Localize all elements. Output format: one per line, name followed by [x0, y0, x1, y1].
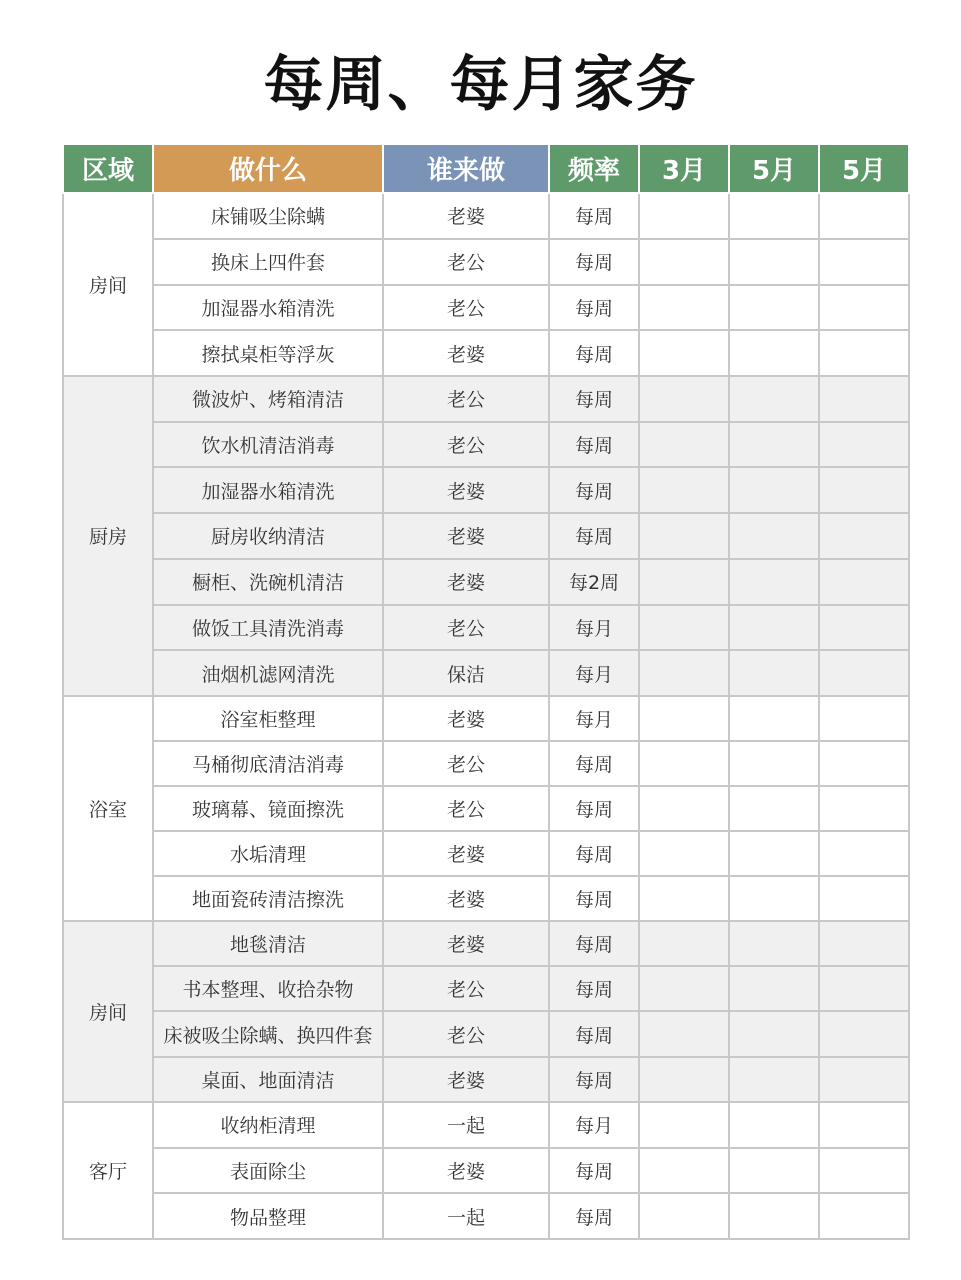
who-cell: 老婆: [383, 467, 549, 513]
table-row: [63, 285, 909, 331]
header-month-2: 5月: [729, 144, 819, 193]
check-cell-month-2[interactable]: [729, 1148, 819, 1194]
task-cell: 换床上四件套: [153, 239, 383, 285]
who-cell: 老婆: [383, 876, 549, 921]
task-cell: 水垢清理: [153, 831, 383, 876]
frequency-cell: 每周: [549, 239, 639, 285]
check-cell-month-2[interactable]: [729, 422, 819, 468]
who-cell: 老婆: [383, 1148, 549, 1194]
check-cell-month-1[interactable]: [639, 696, 729, 741]
who-cell: 老公: [383, 239, 549, 285]
table-row: [63, 831, 909, 876]
frequency-cell: 每周: [549, 285, 639, 331]
check-cell-month-2[interactable]: [729, 966, 819, 1011]
frequency-cell: 每周: [549, 1193, 639, 1239]
header-who: 谁来做: [383, 144, 549, 193]
check-cell-month-2[interactable]: [729, 193, 819, 239]
who-cell: 老公: [383, 422, 549, 468]
frequency-cell: 每周: [549, 1011, 639, 1056]
check-cell-month-2[interactable]: [729, 876, 819, 921]
chores-body: [63, 193, 909, 1239]
task-cell: 床被吸尘除螨、换四件套: [153, 1011, 383, 1056]
table-row: [63, 422, 909, 468]
who-cell: 老婆: [383, 921, 549, 966]
check-cell-month-3[interactable]: [819, 1148, 909, 1194]
table-row: [63, 559, 909, 605]
frequency-cell: 每周: [549, 193, 639, 239]
task-cell: 地面瓷砖清洁擦洗: [153, 876, 383, 921]
check-cell-month-3[interactable]: [819, 605, 909, 651]
check-cell-month-1[interactable]: [639, 193, 729, 239]
check-cell-month-3[interactable]: [819, 376, 909, 422]
check-cell-month-1[interactable]: [639, 559, 729, 605]
check-cell-month-2[interactable]: [729, 1057, 819, 1102]
check-cell-month-3[interactable]: [819, 1011, 909, 1056]
frequency-cell: 每周: [549, 467, 639, 513]
who-cell: 老婆: [383, 696, 549, 741]
who-cell: 老公: [383, 376, 549, 422]
task-cell: 油烟机滤网清洗: [153, 650, 383, 696]
who-cell: 老婆: [383, 831, 549, 876]
frequency-cell: 每周: [549, 966, 639, 1011]
check-cell-month-1[interactable]: [639, 422, 729, 468]
page-title: 每周、每月家务: [263, 50, 698, 120]
who-cell: 保洁: [383, 650, 549, 696]
who-cell: 老婆: [383, 193, 549, 239]
check-cell-month-2[interactable]: [729, 605, 819, 651]
task-cell: 书本整理、收拾杂物: [153, 966, 383, 1011]
check-cell-month-2[interactable]: [729, 786, 819, 831]
check-cell-month-1[interactable]: [639, 741, 729, 786]
task-cell: 收纳柜清理: [153, 1102, 383, 1148]
header-row: [63, 144, 909, 193]
frequency-cell: 每周: [549, 876, 639, 921]
table-row: [63, 1193, 909, 1239]
table-row: [63, 1011, 909, 1056]
header-area: 区域: [63, 144, 153, 193]
task-cell: 加湿器水箱清洗: [153, 467, 383, 513]
frequency-cell: 每月: [549, 696, 639, 741]
task-cell: 玻璃幕、镜面擦洗: [153, 786, 383, 831]
check-cell-month-1[interactable]: [639, 786, 729, 831]
who-cell: 老公: [383, 966, 549, 1011]
table-row: [63, 1148, 909, 1194]
header-month-3: 5月: [819, 144, 909, 193]
frequency-cell: 每2周: [549, 559, 639, 605]
frequency-cell: 每周: [549, 1057, 639, 1102]
task-cell: 橱柜、洗碗机清洁: [153, 559, 383, 605]
check-cell-month-1[interactable]: [639, 239, 729, 285]
header-month-1: 3月: [639, 144, 729, 193]
check-cell-month-3[interactable]: [819, 650, 909, 696]
header-task: 做什么: [153, 144, 383, 193]
table-row: [63, 696, 909, 741]
check-cell-month-1[interactable]: [639, 1193, 729, 1239]
task-cell: 微波炉、烤箱清洁: [153, 376, 383, 422]
check-cell-month-1[interactable]: [639, 467, 729, 513]
who-cell: 老公: [383, 786, 549, 831]
check-cell-month-3[interactable]: [819, 1057, 909, 1102]
who-cell: 老婆: [383, 559, 549, 605]
task-cell: 桌面、地面清洁: [153, 1057, 383, 1102]
table-row: [63, 513, 909, 559]
check-cell-month-2[interactable]: [729, 513, 819, 559]
check-cell-month-2[interactable]: [729, 1011, 819, 1056]
check-cell-month-2[interactable]: [729, 559, 819, 605]
area-cell: 房间: [63, 193, 153, 376]
table-row: [63, 330, 909, 376]
table-row: [63, 921, 909, 966]
chores-table: [62, 143, 910, 1240]
frequency-cell: 每周: [549, 1148, 639, 1194]
check-cell-month-2[interactable]: [729, 330, 819, 376]
check-cell-month-1[interactable]: [639, 1057, 729, 1102]
task-cell: 加湿器水箱清洗: [153, 285, 383, 331]
check-cell-month-2[interactable]: [729, 239, 819, 285]
task-cell: 厨房收纳清洁: [153, 513, 383, 559]
check-cell-month-2[interactable]: [729, 467, 819, 513]
check-cell-month-3[interactable]: [819, 330, 909, 376]
task-cell: 马桶彻底清洁消毒: [153, 741, 383, 786]
table-row: [63, 741, 909, 786]
who-cell: 老婆: [383, 330, 549, 376]
check-cell-month-3[interactable]: [819, 559, 909, 605]
check-cell-month-2[interactable]: [729, 831, 819, 876]
table-row: [63, 966, 909, 1011]
area-cell: 浴室: [63, 696, 153, 921]
area-cell: 房间: [63, 921, 153, 1102]
check-cell-month-3[interactable]: [819, 831, 909, 876]
check-cell-month-2[interactable]: [729, 921, 819, 966]
task-cell: 做饭工具清洗消毒: [153, 605, 383, 651]
task-cell: 表面除尘: [153, 1148, 383, 1194]
check-cell-month-1[interactable]: [639, 876, 729, 921]
check-cell-month-1[interactable]: [639, 285, 729, 331]
frequency-cell: 每周: [549, 422, 639, 468]
task-cell: 擦拭桌柜等浮灰: [153, 330, 383, 376]
who-cell: 老公: [383, 741, 549, 786]
table-row: [63, 876, 909, 921]
table-row: [63, 786, 909, 831]
frequency-cell: 每周: [549, 513, 639, 559]
frequency-cell: 每周: [549, 831, 639, 876]
table-row: [63, 239, 909, 285]
table-row: [63, 376, 909, 422]
check-cell-month-3[interactable]: [819, 467, 909, 513]
table-row: [63, 467, 909, 513]
check-cell-month-3[interactable]: [819, 786, 909, 831]
task-cell: 床铺吸尘除螨: [153, 193, 383, 239]
area-cell: 客厅: [63, 1102, 153, 1239]
frequency-cell: 每周: [549, 741, 639, 786]
check-cell-month-3[interactable]: [819, 193, 909, 239]
check-cell-month-3[interactable]: [819, 966, 909, 1011]
check-cell-month-1[interactable]: [639, 1148, 729, 1194]
check-cell-month-2[interactable]: [729, 696, 819, 741]
area-cell: 厨房: [63, 376, 153, 696]
check-cell-month-3[interactable]: [819, 513, 909, 559]
check-cell-month-2[interactable]: [729, 741, 819, 786]
task-cell: 地毯清洁: [153, 921, 383, 966]
check-cell-month-2[interactable]: [729, 1193, 819, 1239]
who-cell: 老婆: [383, 513, 549, 559]
check-cell-month-3[interactable]: [819, 1193, 909, 1239]
check-cell-month-1[interactable]: [639, 831, 729, 876]
check-cell-month-3[interactable]: [819, 741, 909, 786]
check-cell-month-3[interactable]: [819, 921, 909, 966]
frequency-cell: 每周: [549, 786, 639, 831]
frequency-cell: 每周: [549, 921, 639, 966]
table-row: [63, 1102, 909, 1148]
frequency-cell: 每月: [549, 1102, 639, 1148]
table-row: [63, 193, 909, 239]
check-cell-month-2[interactable]: [729, 1102, 819, 1148]
check-cell-month-1[interactable]: [639, 921, 729, 966]
who-cell: 老公: [383, 605, 549, 651]
check-cell-month-1[interactable]: [639, 966, 729, 1011]
who-cell: 老公: [383, 285, 549, 331]
who-cell: 老公: [383, 1011, 549, 1056]
check-cell-month-1[interactable]: [639, 513, 729, 559]
check-cell-month-1[interactable]: [639, 1011, 729, 1056]
task-cell: 浴室柜整理: [153, 696, 383, 741]
check-cell-month-3[interactable]: [819, 285, 909, 331]
table-row: [63, 650, 909, 696]
table-row: [63, 605, 909, 651]
check-cell-month-1[interactable]: [639, 650, 729, 696]
frequency-cell: 每月: [549, 605, 639, 651]
check-cell-month-1[interactable]: [639, 376, 729, 422]
who-cell: 一起: [383, 1102, 549, 1148]
task-cell: 物品整理: [153, 1193, 383, 1239]
frequency-cell: 每周: [549, 376, 639, 422]
who-cell: 一起: [383, 1193, 549, 1239]
frequency-cell: 每月: [549, 650, 639, 696]
check-cell-month-3[interactable]: [819, 422, 909, 468]
check-cell-month-3[interactable]: [819, 1102, 909, 1148]
check-cell-month-2[interactable]: [729, 650, 819, 696]
check-cell-month-1[interactable]: [639, 1102, 729, 1148]
table-row: [63, 1057, 909, 1102]
check-cell-month-2[interactable]: [729, 285, 819, 331]
check-cell-month-1[interactable]: [639, 605, 729, 651]
check-cell-month-3[interactable]: [819, 239, 909, 285]
who-cell: 老婆: [383, 1057, 549, 1102]
check-cell-month-2[interactable]: [729, 376, 819, 422]
frequency-cell: 每周: [549, 330, 639, 376]
check-cell-month-1[interactable]: [639, 330, 729, 376]
check-cell-month-3[interactable]: [819, 876, 909, 921]
check-cell-month-3[interactable]: [819, 696, 909, 741]
task-cell: 饮水机清洁消毒: [153, 422, 383, 468]
header-frequency: 频率: [549, 144, 639, 193]
